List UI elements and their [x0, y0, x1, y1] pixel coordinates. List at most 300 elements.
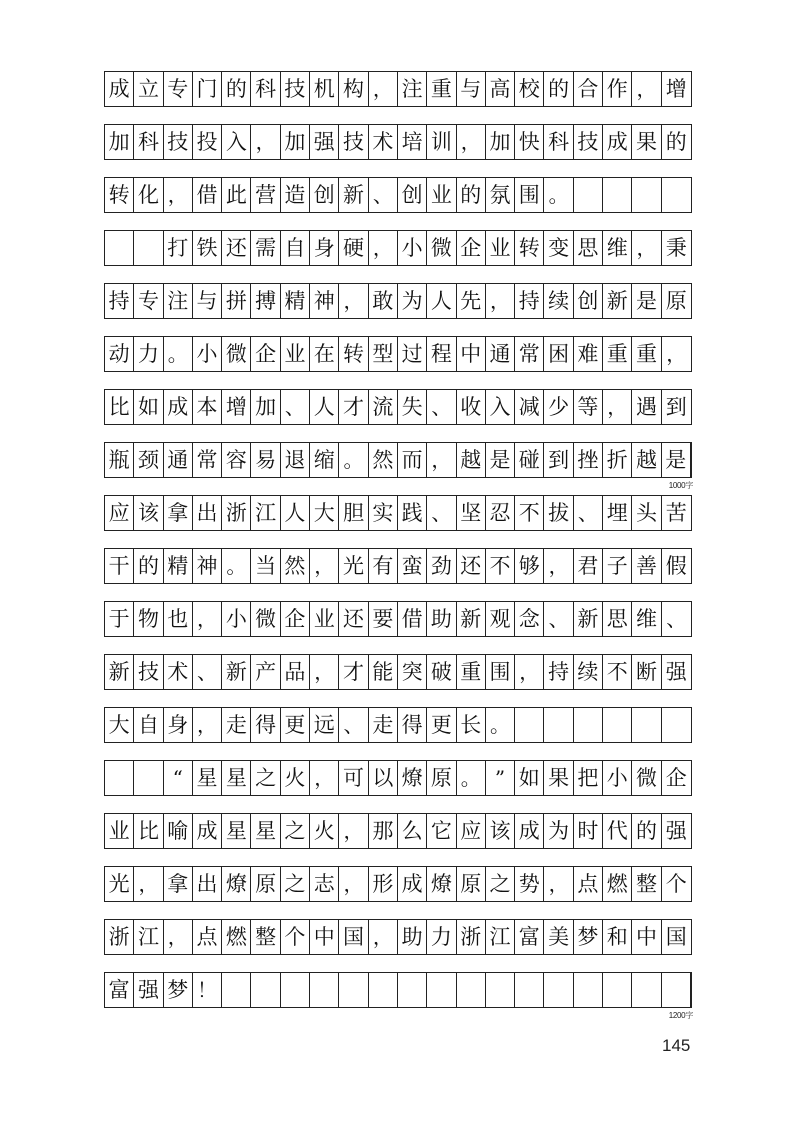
grid-cell: 颈	[134, 443, 163, 477]
grid-cell	[515, 973, 544, 1007]
grid-cell: 退	[281, 443, 310, 477]
grid-cell: 训	[427, 125, 456, 159]
grid-cell	[632, 178, 661, 212]
grid-cell: 续	[544, 284, 573, 318]
grid-cell: ，	[339, 284, 368, 318]
grid-cell: 先	[457, 284, 486, 318]
grid-cell	[574, 178, 603, 212]
grid-cell: 更	[427, 708, 456, 742]
grid-cell: “	[164, 761, 193, 795]
grid-cell: 长	[457, 708, 486, 742]
grid-cell: 小	[398, 231, 427, 265]
grid-cell: 科	[134, 125, 163, 159]
grid-cell: 缩	[310, 443, 339, 477]
grid-cell: 挫	[574, 443, 603, 477]
grid-cell: 人	[310, 390, 339, 424]
grid-cell: 易	[251, 443, 280, 477]
grid-cell	[574, 708, 603, 742]
grid-cell: 强	[134, 973, 163, 1007]
grid-cell: 品	[281, 655, 310, 689]
grid-cell	[105, 231, 134, 265]
grid-cell: 小	[222, 602, 251, 636]
grid-cell: 原	[251, 867, 280, 901]
grid-cell: ，	[369, 231, 398, 265]
grid-row	[104, 230, 692, 266]
grid-cell: ，	[310, 549, 339, 583]
grid-cell: 个	[281, 920, 310, 954]
grid-cell: 立	[134, 72, 163, 106]
grid-cell: 如	[134, 390, 163, 424]
grid-cell: 校	[515, 72, 544, 106]
grid-cell: 技	[339, 125, 368, 159]
grid-cell: 得	[251, 708, 280, 742]
grid-cell	[105, 761, 134, 795]
grid-cell: 中	[632, 920, 661, 954]
grid-cell: 不	[515, 496, 544, 530]
grid-cell	[515, 708, 544, 742]
grid-cell: 忍	[486, 496, 515, 530]
grid-cell	[662, 708, 691, 742]
grid-cell: 氛	[486, 178, 515, 212]
grid-cell: 果	[632, 125, 661, 159]
grid-cell: 成	[164, 390, 193, 424]
grid-cell: 假	[665, 554, 687, 578]
grid-cell: 重	[427, 72, 456, 106]
grid-cell: ，	[632, 231, 661, 265]
grid-cell: 也	[164, 602, 193, 636]
grid-cell: 胆	[339, 496, 368, 530]
grid-cell: 点	[193, 920, 222, 954]
grid-cell: ，	[603, 390, 632, 424]
grid-cell: ，	[134, 867, 163, 901]
grid-cell: 强	[665, 660, 687, 684]
grid-cell: ，	[339, 814, 368, 848]
grid-cell: 碰	[515, 443, 544, 477]
grid-cell: 个	[665, 872, 687, 896]
grid-cell: 高	[486, 72, 515, 106]
grid-cell: 技	[281, 72, 310, 106]
grid-cell: 出	[193, 496, 222, 530]
grid-row	[104, 442, 693, 490]
grid-row	[104, 813, 692, 849]
grid-cell: 燎	[398, 761, 427, 795]
grid-cell: 围	[515, 178, 544, 212]
grid-cell: 持	[544, 655, 573, 689]
grid-cell: 星	[222, 761, 251, 795]
grid-cell: 专	[134, 284, 163, 318]
grid-cell: 构	[339, 72, 368, 106]
grid-cell: 成	[398, 867, 427, 901]
grid-cell: 干	[105, 549, 134, 583]
grid-cell: 创	[310, 178, 339, 212]
grid-cell: 小	[193, 337, 222, 371]
grid-cell: 走	[369, 708, 398, 742]
grid-cell: ，	[193, 602, 222, 636]
grid-cell: 劲	[427, 549, 456, 583]
grid-cell: 专	[164, 72, 193, 106]
grid-cell: 蛮	[398, 549, 427, 583]
grid-cell: 、	[574, 496, 603, 530]
grid-cell: 转	[515, 231, 544, 265]
grid-cell: 到	[544, 443, 573, 477]
grid-cell: 大	[105, 708, 134, 742]
grid-row	[104, 866, 692, 902]
grid-cell: 可	[339, 761, 368, 795]
grid-cell: 善	[632, 549, 661, 583]
grid-cell: 转	[105, 178, 134, 212]
grid-cell: 力	[427, 920, 456, 954]
grid-cell	[544, 708, 573, 742]
grid-cell: 江	[486, 920, 515, 954]
grid-cell: 火	[310, 814, 339, 848]
grid-cell: 创	[398, 178, 427, 212]
grid-cell: 型	[369, 337, 398, 371]
grid-cell: 浙	[457, 920, 486, 954]
grid-cell: 拼	[222, 284, 251, 318]
grid-cell	[222, 973, 251, 1007]
grid-cell: 新	[603, 284, 632, 318]
grid-cell: 突	[398, 655, 427, 689]
grid-cell: 果	[544, 761, 573, 795]
grid-cell: 人	[427, 284, 456, 318]
grid-cell: 以	[369, 761, 398, 795]
grid-cell: 燎	[427, 867, 456, 901]
grid-cell: 少	[544, 390, 573, 424]
grid-cell: 小	[603, 761, 632, 795]
grid-cell: 精	[164, 549, 193, 583]
grid-cell: ，	[339, 867, 368, 901]
grid-cell: 加	[281, 125, 310, 159]
grid-cell: 是	[662, 443, 691, 477]
grid-cell: 燃	[603, 867, 632, 901]
grid-cell: 之	[251, 761, 280, 795]
grid-cell: 微	[222, 337, 251, 371]
grid-cell	[251, 973, 280, 1007]
grid-cell: 程	[427, 337, 456, 371]
grid-cell: 越	[457, 443, 486, 477]
grid-cell: 观	[486, 602, 515, 636]
grid-cell: 如	[515, 761, 544, 795]
grid-cell: 重	[457, 655, 486, 689]
grid-row	[104, 919, 692, 955]
grid-cell: ，	[310, 761, 339, 795]
grid-cell: 时	[574, 814, 603, 848]
grid-cell: 合	[574, 72, 603, 106]
grid-cell: 硬	[339, 231, 368, 265]
grid-cell: 么	[398, 814, 427, 848]
grid-cell: 于	[105, 602, 134, 636]
grid-cell: 够	[515, 549, 544, 583]
grid-cell: 术	[164, 655, 193, 689]
grid-cell: 。	[222, 549, 251, 583]
grid-cell: 投	[193, 125, 222, 159]
grid-cell: 思	[574, 231, 603, 265]
grid-cell: ，	[427, 443, 456, 477]
grid-cell: 。	[486, 708, 515, 742]
grid-cell	[603, 973, 632, 1007]
grid-cell: 过	[398, 337, 427, 371]
grid-cell: 业	[427, 178, 456, 212]
grid-cell: 瓶	[105, 443, 134, 477]
grid-cell: 头	[632, 496, 661, 530]
grid-cell: 技	[574, 125, 603, 159]
grid-cell: 江	[134, 920, 163, 954]
grid-cell: 造	[281, 178, 310, 212]
grid-cell	[281, 973, 310, 1007]
grid-cell: 常	[193, 443, 222, 477]
grid-cell: 星	[193, 761, 222, 795]
grid-cell: 拿	[164, 496, 193, 530]
grid-cell: 的	[134, 549, 163, 583]
grid-cell: 助	[398, 920, 427, 954]
grid-cell: 力	[134, 337, 163, 371]
grid-cell	[457, 973, 486, 1007]
grid-cell: 志	[310, 867, 339, 901]
grid-cell: 微	[251, 602, 280, 636]
grid-cell: 喻	[164, 814, 193, 848]
grid-cell: ，	[164, 178, 193, 212]
grid-cell: 难	[574, 337, 603, 371]
grid-cell: 原	[665, 289, 687, 313]
grid-cell: 君	[574, 549, 603, 583]
grid-cell: 精	[281, 284, 310, 318]
grid-cell: 它	[427, 814, 456, 848]
grid-cell: 重	[632, 337, 661, 371]
grid-cell: 持	[515, 284, 544, 318]
grid-cell: 快	[515, 125, 544, 159]
grid-cell	[662, 973, 691, 1007]
grid-cell: 思	[603, 602, 632, 636]
grid-cell	[310, 973, 339, 1007]
grid-cell: 注	[398, 72, 427, 106]
grid-cell: 作	[603, 72, 632, 106]
grid-cell: ，	[666, 342, 687, 366]
grid-cell: 到	[665, 395, 687, 419]
grid-cell: 不	[603, 655, 632, 689]
grid-cell: 新	[339, 178, 368, 212]
grid-cell: ，	[310, 655, 339, 689]
grid-cell: 加	[251, 390, 280, 424]
grid-cell: 然	[281, 549, 310, 583]
grid-cell: 成	[603, 125, 632, 159]
grid-cell: 转	[339, 337, 368, 371]
grid-cell: 折	[603, 443, 632, 477]
grid-row	[104, 601, 692, 637]
grid-cell: 梦	[164, 973, 193, 1007]
grid-cell: 、	[369, 178, 398, 212]
grid-cell: 新	[105, 655, 134, 689]
grid-cell: 借	[398, 602, 427, 636]
grid-cell: 重	[603, 337, 632, 371]
grid-cell: 之	[281, 814, 310, 848]
grid-cell: 维	[632, 602, 661, 636]
grid-cell: 注	[164, 284, 193, 318]
grid-cell	[369, 973, 398, 1007]
grid-cell: 整	[251, 920, 280, 954]
grid-cell: 坚	[457, 496, 486, 530]
grid-cell: 入	[486, 390, 515, 424]
grid-cell: 江	[251, 496, 280, 530]
grid-cell: 人	[281, 496, 310, 530]
grid-cell	[662, 178, 691, 212]
grid-cell: 科	[251, 72, 280, 106]
grid-cell: 通	[164, 443, 193, 477]
grid-cell: 的	[222, 72, 251, 106]
grid-cell: 、	[427, 496, 456, 530]
grid-row	[104, 495, 692, 531]
grid-cell: 比	[134, 814, 163, 848]
grid-cell: 培	[398, 125, 427, 159]
grid-cell: 比	[105, 390, 134, 424]
grid-cell: 念	[515, 602, 544, 636]
grid-cell: 与	[457, 72, 486, 106]
grid-cell	[134, 761, 163, 795]
grid-cell: 营	[251, 178, 280, 212]
grid-cell: 新	[457, 602, 486, 636]
grid-cell: 变	[544, 231, 573, 265]
grid-cell: 践	[398, 496, 427, 530]
grid-cell	[339, 973, 368, 1007]
grid-cell: 等	[574, 390, 603, 424]
grid-cell: 术	[369, 125, 398, 159]
grid-cell: 。	[164, 337, 193, 371]
grid-cell: 应	[105, 496, 134, 530]
grid-cell: 星	[251, 814, 280, 848]
grid-cell: 企	[251, 337, 280, 371]
grid-cell: 门	[193, 72, 222, 106]
grid-cell: 业	[105, 814, 134, 848]
grid-cell: 之	[281, 867, 310, 901]
grid-cell: 要	[369, 602, 398, 636]
grid-row	[104, 972, 693, 1020]
grid-cell	[398, 973, 427, 1007]
grid-row	[104, 389, 692, 425]
grid-cell: 入	[222, 125, 251, 159]
grid-cell: 失	[398, 390, 427, 424]
grid-cell: 产	[251, 655, 280, 689]
grid-cell: 借	[193, 178, 222, 212]
grid-cell: 是	[486, 443, 515, 477]
grid-cell: 有	[369, 549, 398, 583]
grid-row	[104, 124, 692, 160]
grid-cell: 点	[574, 867, 603, 901]
grid-cell: ，	[369, 920, 398, 954]
grid-cell: 企	[281, 602, 310, 636]
grid-row	[104, 283, 692, 319]
grid-cell: 与	[193, 284, 222, 318]
grid-cell: ！	[193, 973, 222, 1007]
grid-cell: 埋	[603, 496, 632, 530]
grid-cell: 减	[515, 390, 544, 424]
grid-cell: 科	[544, 125, 573, 159]
grid-cell: 的	[632, 814, 661, 848]
grid-cell: 富	[105, 973, 134, 1007]
grid-row	[104, 548, 692, 584]
grid-cell: 企	[665, 766, 687, 790]
grid-cell: 需	[251, 231, 280, 265]
grid-cell: 而	[398, 443, 427, 477]
grid-cell: 成	[105, 72, 134, 106]
grid-cell: 通	[486, 337, 515, 371]
grid-cell: 之	[486, 867, 515, 901]
grid-cell: 身	[164, 708, 193, 742]
grid-cell: 浙	[222, 496, 251, 530]
grid-cell: 子	[603, 549, 632, 583]
grid-cell: 中	[457, 337, 486, 371]
grid-cell: 本	[193, 390, 222, 424]
grid-cell: 该	[486, 814, 515, 848]
grid-cell	[603, 708, 632, 742]
grid-cell: 增	[665, 77, 687, 101]
grid-cell: 为	[544, 814, 573, 848]
grid-cell: 、	[339, 708, 368, 742]
grid-cell: ”	[486, 761, 515, 795]
grid-cell: 维	[603, 231, 632, 265]
grid-cell: 增	[222, 390, 251, 424]
grid-cell: 自	[281, 231, 310, 265]
grid-row	[104, 71, 692, 107]
grid-cell: ，	[544, 867, 573, 901]
grid-cell: 国	[339, 920, 368, 954]
grid-row	[104, 707, 692, 743]
grid-cell: 实	[369, 496, 398, 530]
grid-cell: 大	[310, 496, 339, 530]
grid-cell: 围	[486, 655, 515, 689]
grid-cell: 光	[105, 867, 134, 901]
word-count-mark: 1200字	[668, 1011, 693, 1020]
grid-cell: 那	[369, 814, 398, 848]
grid-cell: 还	[339, 602, 368, 636]
grid-row	[104, 177, 692, 213]
grid-cell: 火	[281, 761, 310, 795]
grid-cell: 整	[632, 867, 661, 901]
grid-cell: 此	[222, 178, 251, 212]
grid-cell: 新	[222, 655, 251, 689]
grid-cell: 技	[164, 125, 193, 159]
grid-cell: 的	[457, 178, 486, 212]
grid-cell: 燎	[222, 867, 251, 901]
grid-cell	[486, 973, 515, 1007]
grid-cell: 、	[281, 390, 310, 424]
grid-cell: 、	[427, 390, 456, 424]
grid-cell: 远	[310, 708, 339, 742]
grid-cell	[574, 973, 603, 1007]
grid-cell: ，	[457, 125, 486, 159]
grid-cell: 搏	[251, 284, 280, 318]
grid-cell: 业	[486, 231, 515, 265]
grid-cell: 助	[427, 602, 456, 636]
grid-cell: 微	[427, 231, 456, 265]
grid-cell: 还	[457, 549, 486, 583]
grid-cell	[632, 973, 661, 1007]
grid-row	[104, 654, 692, 690]
grid-cell: 是	[632, 284, 661, 318]
grid-cell: 业	[281, 337, 310, 371]
grid-cell: 秉	[665, 236, 687, 260]
grid-cell: 、	[544, 602, 573, 636]
grid-cell: 把	[574, 761, 603, 795]
grid-cell: 、	[666, 607, 687, 631]
grid-cell: 持	[105, 284, 134, 318]
grid-cell	[427, 973, 456, 1007]
grid-cell: 才	[339, 390, 368, 424]
grid-cell: 梦	[574, 920, 603, 954]
grid-cell: 更	[281, 708, 310, 742]
composition-grid	[104, 71, 692, 1025]
grid-cell: 。	[544, 178, 573, 212]
grid-cell: 机	[310, 72, 339, 106]
grid-cell: 化	[134, 178, 163, 212]
